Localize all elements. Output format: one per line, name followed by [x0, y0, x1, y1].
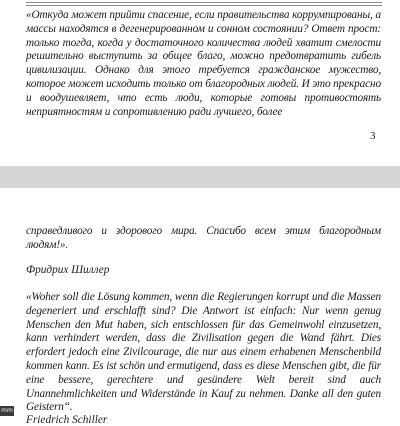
top-divider-line	[26, 2, 382, 3]
author-name-russian: Фридрих Шиллер	[26, 264, 110, 276]
top-divider-line	[26, 5, 382, 6]
russian-quote-part1: «Откуда может прийти спасение, если правительства коррумпированы, а массы находятся в дегенерированном и сонном состоянии? Ответ прост: только тогда, когда у достаточного количества людей хватит смелости решительно выступить за общее благо, можно предотвратить гибель цивилизации. Однако для этого требуется гражданское мужество, которое может исходить только от благородных людей. И это прекрасно и воодушевляет, что есть люди, которые готовы противостоять неприятностям и сопротивлению ради лучшего, более	[26, 9, 381, 118]
page-separator	[0, 166, 400, 188]
german-quote: «Woher soll die Lösung kommen, wenn die Regierungen korrupt und die Massen degeneriert und erschlafft sind? Die Antwort ist einfach: Nur wenn genug Menschen den Mut haben, sich entschlossen für das Gemeinwohl einzusetzen, kann verhindert werden, dass die Zivilisation gegen die Wand fährt. Dies erfordert jedoch eine Zivilcourage, die nur aus einem erhabenen Menschenbild kommen kann. Es ist schön und ermutigend, dass es diese Menschen gibt, die für eine bessere, gerechtere und gesündere Welt bereit sind auch Unannehmlichkeiten und Widerstände in Kauf zu nehmen. Danke all den guten Geistern“.	[26, 291, 381, 414]
document-page-top	[0, 0, 400, 166]
author-name-german: Friedrich Schiller	[26, 414, 108, 426]
measurement-unit-badge: mm	[1, 407, 13, 414]
document-page-bottom	[0, 188, 400, 426]
russian-quote-part2: справедливого и здорового мира. Спасибо всем этим благородным людям!».	[26, 225, 381, 251]
page-number: 3	[370, 130, 376, 142]
